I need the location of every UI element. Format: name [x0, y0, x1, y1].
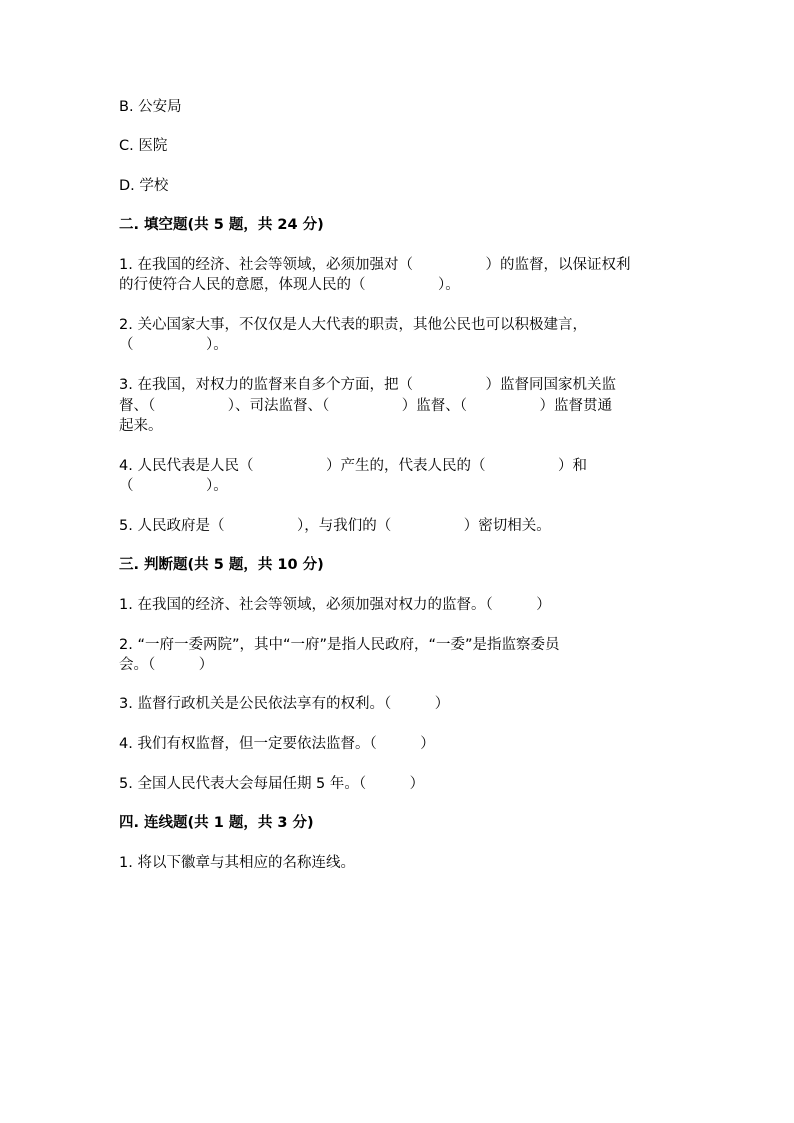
fill-q3-line3: 起来。 — [119, 418, 163, 434]
fill-q2-line1: 2. 关心国家大事，不仅仅是人大代表的职责，其他公民也可以积极建言， — [119, 317, 587, 333]
fill-q3-line1: 3. 在我国，对权力的监督来自多个方面，把（ ）监督同国家机关监 — [119, 377, 616, 393]
judge-q3: 3. 监督行政机关是公民依法享有的权利。（ ） — [119, 696, 450, 712]
judge-q1: 1. 在我国的经济、社会等领域，必须加强对权力的监督。（ ） — [119, 597, 551, 613]
choice-option-d: D. 学校 — [119, 178, 169, 194]
judge-q2-line2: 会。（ ） — [119, 657, 214, 673]
choice-option-b: B. 公安局 — [119, 99, 182, 115]
fill-q2-line2: （ ）。 — [119, 337, 228, 353]
matching-q1: 1. 将以下徽章与其相应的名称连线。 — [119, 855, 355, 871]
fill-q3-line2: 督、（ ）、司法监督、（ ）监督、（ ）监督贯通 — [119, 398, 612, 414]
judge-q5: 5. 全国人民代表大会每届任期 5 年。（ ） — [119, 776, 425, 792]
fill-q4-line2: （ ）。 — [119, 478, 228, 494]
fill-q5: 5. 人民政府是（ ），与我们的（ ）密切相关。 — [119, 518, 551, 534]
section-title-fill-in: 二. 填空题(共 5 题，共 24 分) — [119, 217, 324, 233]
judge-q2-line1: 2. “一府一委两院”，其中“一府”是指人民政府，“一委”是指监察委员 — [119, 637, 560, 653]
judge-q4: 4. 我们有权监督，但一定要依法监督。（ ） — [119, 736, 435, 752]
fill-q1-line1: 1. 在我国的经济、社会等领域，必须加强对（ ）的监督，以保证权利 — [119, 257, 631, 273]
fill-q1-line2: 的行使符合人民的意愿，体现人民的（ ）。 — [119, 277, 460, 293]
fill-q4-line1: 4. 人民代表是人民（ ）产生的，代表人民的（ ）和 — [119, 458, 587, 474]
section-title-true-false: 三. 判断题(共 5 题，共 10 分) — [119, 557, 324, 573]
choice-option-c: C. 医院 — [119, 138, 168, 154]
section-title-matching: 四. 连线题(共 1 题，共 3 分) — [119, 815, 314, 831]
